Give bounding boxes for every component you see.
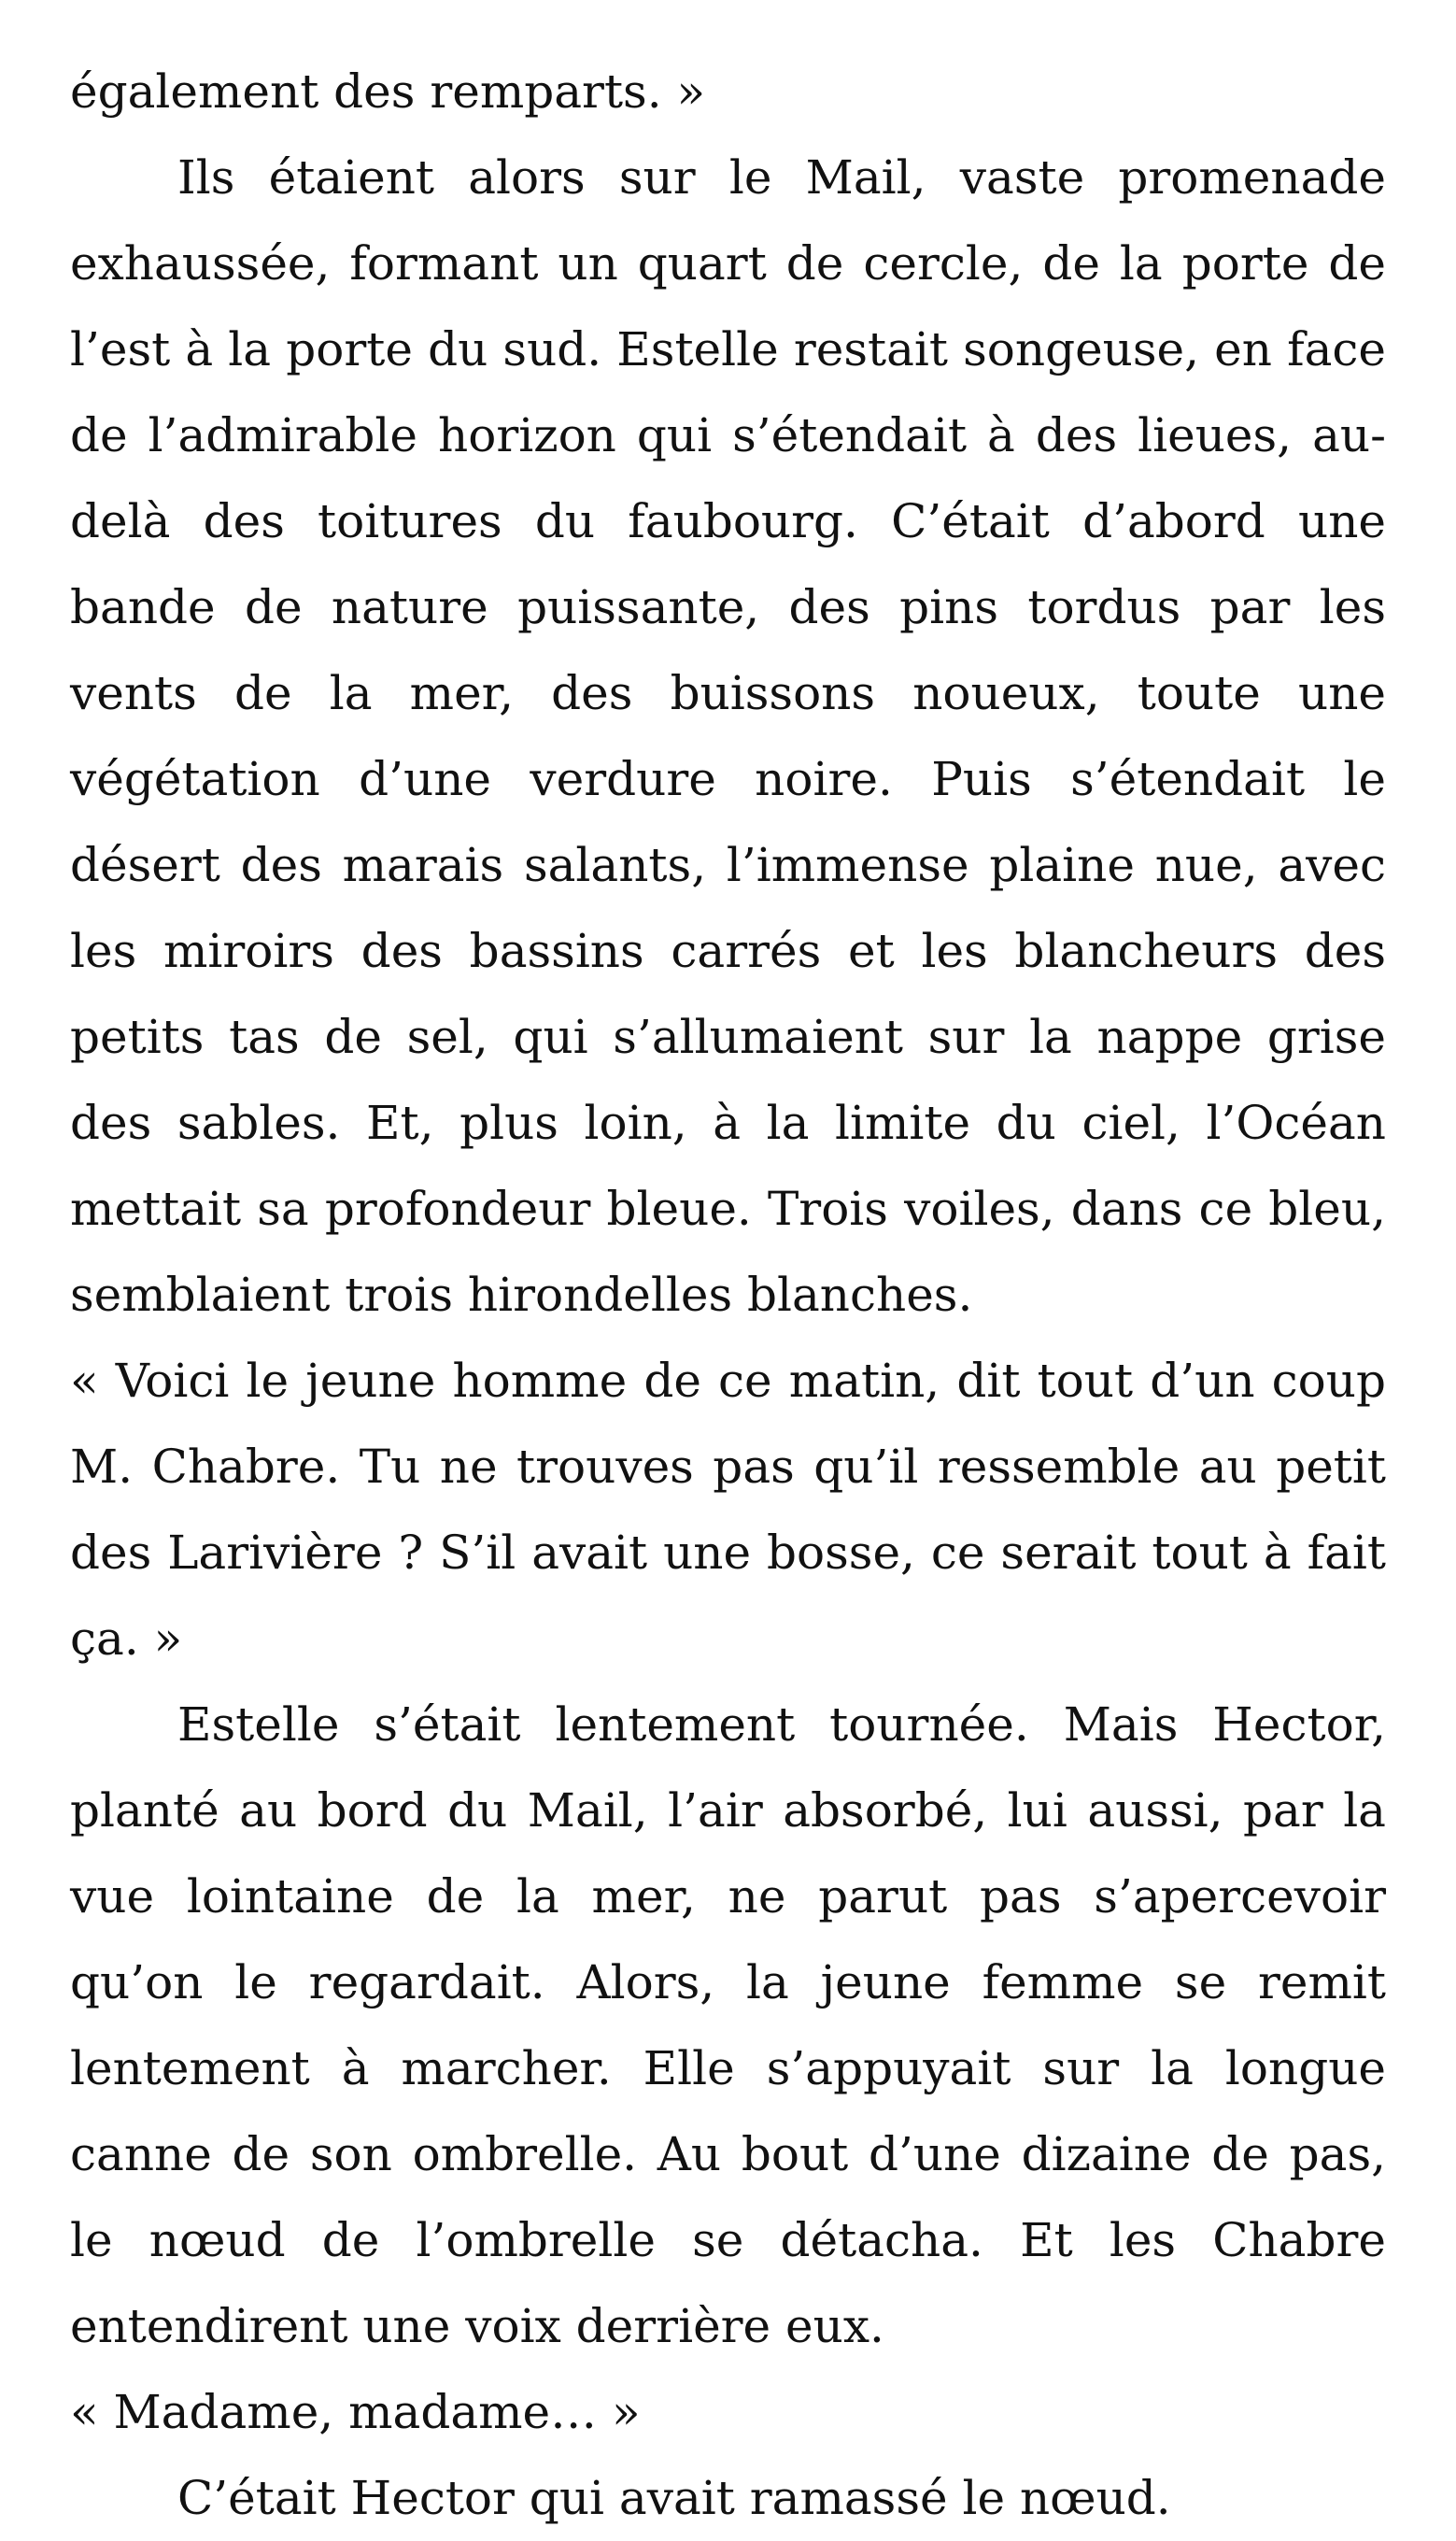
book-page — [70, 49, 1386, 2541]
paragraph-6: C’était Hector qui avait ramassé le nœud. — [177, 2471, 1171, 2525]
paragraph-3: « Voici le jeune homme de ce matin, dit tout d’un coup M. Chabre. Tu ne trouves pas qu’il ressemble au petit des Larivière ? S’il avait une bosse, ce serait tout à fait ça. » — [70, 1354, 1386, 1666]
paragraph-2: Ils étaient alors sur le Mail, vaste promenade exhaussée, formant un quart de cercle, de la porte de l’est à la porte du sud. Estelle restait songeuse, en face de l’admirable horizon qui s’étendait à des lieues, au-delà des toitures du faubourg. C’était d’abord une bande de nature puissante, des pins tordus par les vents de la mer, des buissons noueux, toute une végétation d’une verdure noire. Puis s’étendait le désert des marais salants, l’immense plaine nue, avec les miroirs des bassins carrés et les blancheurs des petits tas de sel, qui s’allumaient sur la nappe grise des sables. Et, plus loin, à la limite du ciel, l’Océan mettait sa profondeur bleue. Trois voiles, dans ce bleu, semblaient trois hirondelles blanches. — [70, 150, 1386, 1322]
paragraph-4: Estelle s’était lentement tournée. Mais Hector, planté au bord du Mail, l’air absorbé, lui aussi, par la vue lointaine de la mer, ne parut pas s’apercevoir qu’on le regardait. Alors, la jeune femme se remit lentement à marcher. Elle s’appuyait sur la longue canne de son ombrelle. Au bout d’une dizaine de pas, le nœud de l’ombrelle se détacha. Et les Chabre entendirent une voix derrière eux. — [70, 1697, 1386, 2353]
paragraph-5: « Madame, madame… » — [70, 2385, 641, 2439]
paragraph-1: également des remparts. » — [70, 64, 706, 119]
